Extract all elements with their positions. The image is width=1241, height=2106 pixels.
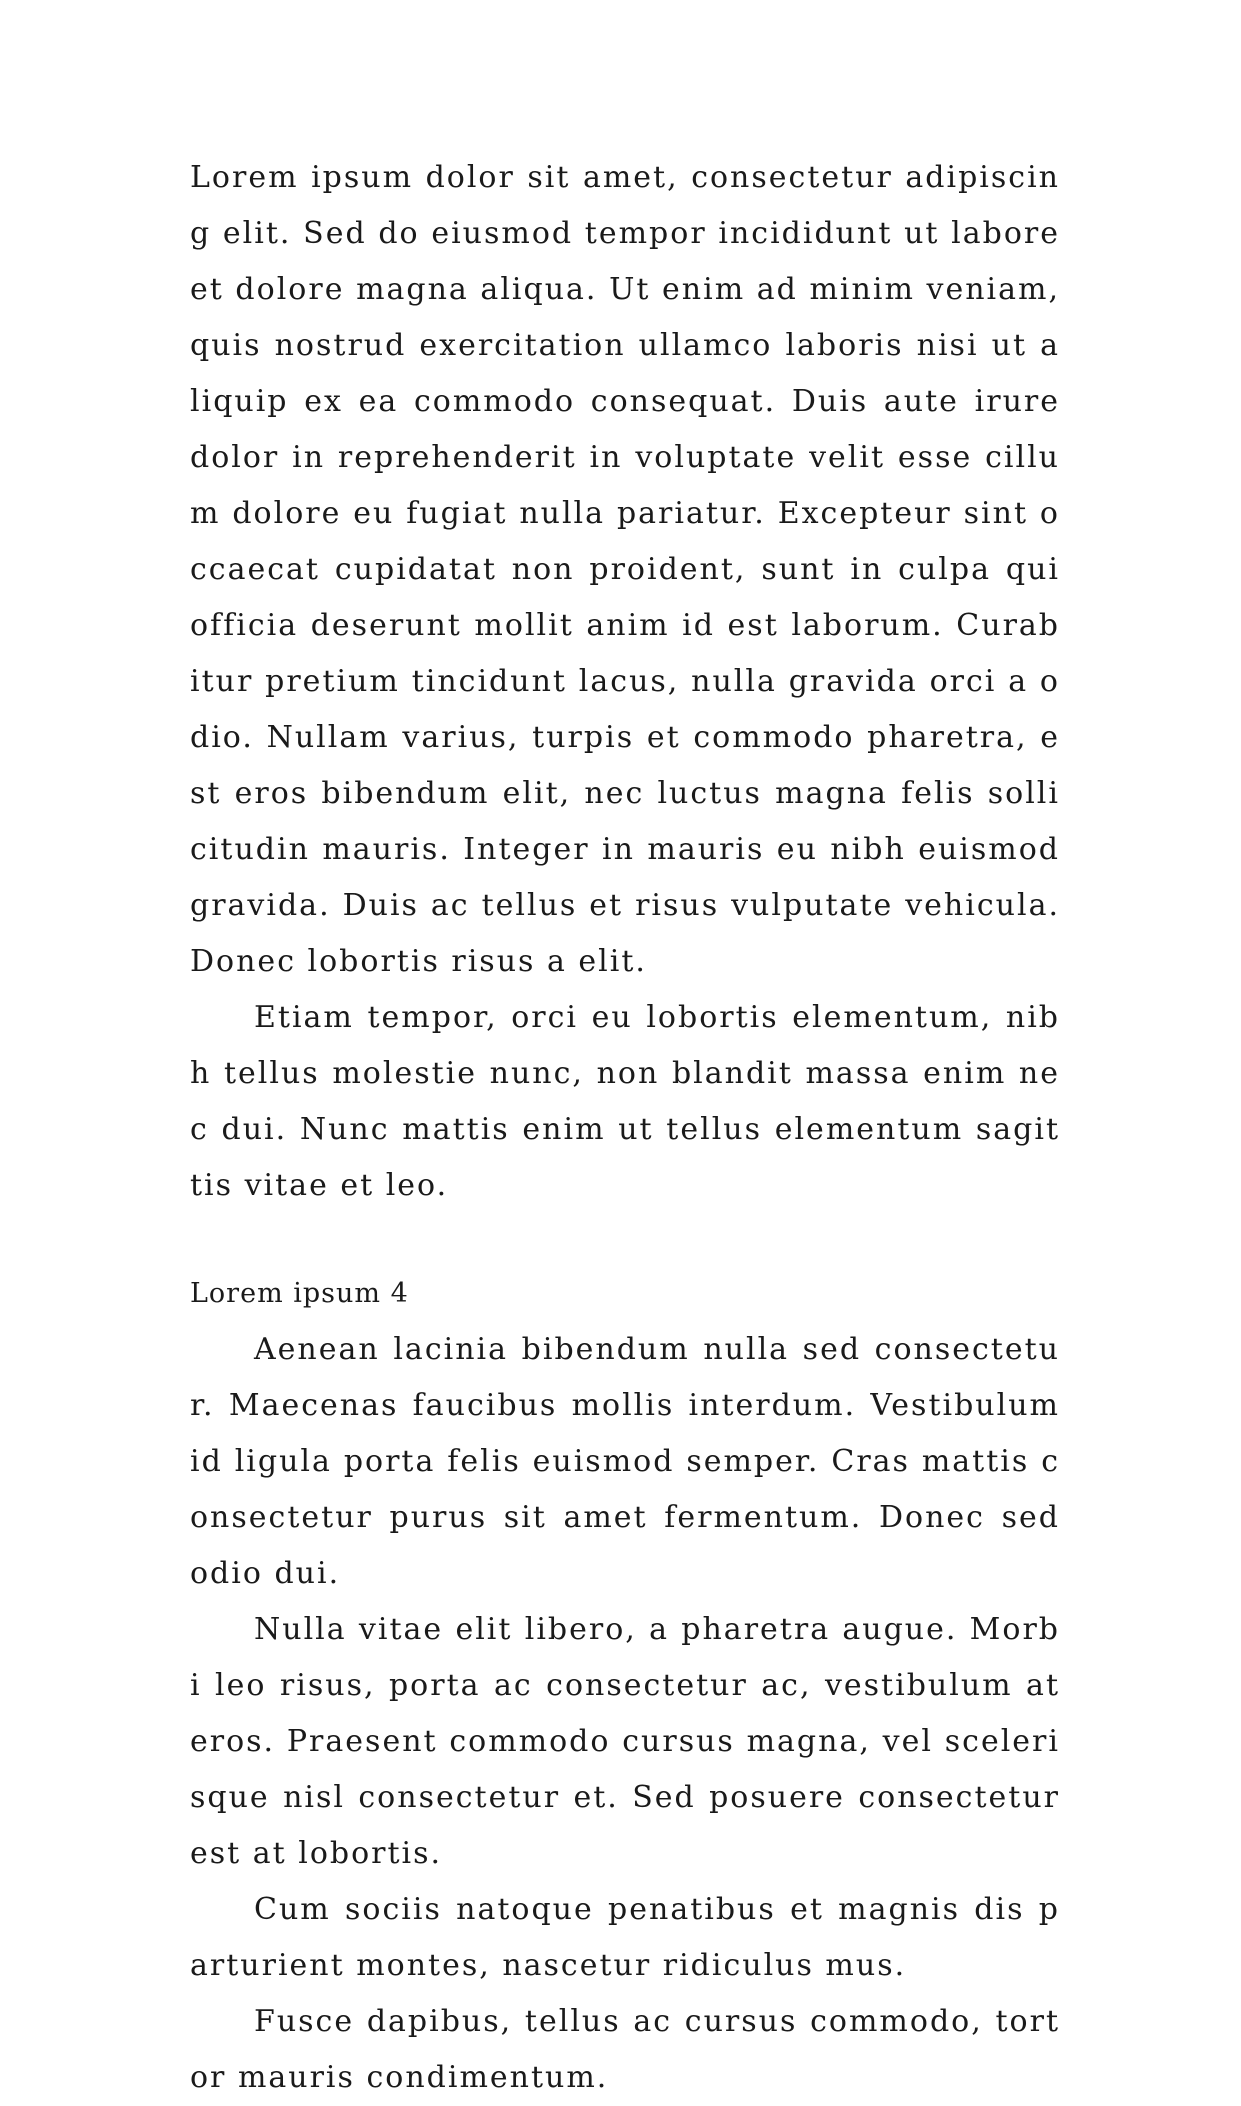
paragraph: Etiam tempor, orci eu lobortis elementum, nibh tellus molestie nunc, non blandit massa enim nec dui. Nunc mattis enim ut tellus elementum sagittis vitae et leo.	[190, 1000, 1060, 1203]
paragraph: Lorem ipsum dolor sit amet, consectetur adipiscing elit. Sed do eiusmod tempor incididunt ut labore et dolore magna aliqua. Ut enim ad minim veniam, quis nostrud exercitation ullamco laboris nisi ut aliquip ex ea commodo consequat. Duis aute irure dolor in reprehenderit in voluptate velit esse cillum dolore eu fugiat nulla pariatur. Excepteur sint occaecat cupidatat non proident, sunt in culpa qui officia deserunt mollit anim id est laborum. Curabitur pretium tincidunt lacus, nulla gravida orci a odio. Nullam varius, turpis et commodo pharetra, est eros bibendum elit, nec luctus magna felis sollicitudin mauris. Integer in mauris eu nibh euismod gravida. Duis ac tellus et risus vulputate vehicula. Donec lobortis risus a elit.	[190, 160, 1060, 979]
paragraph: Aenean lacinia bibendum nulla sed consectetur. Maecenas faucibus mollis interdum. Vestibulum id ligula porta felis euismod semper. Cras mattis consectetur purus sit amet fermentum. Donec sed odio dui.	[190, 1332, 1060, 1591]
document-body	[190, 150, 1060, 2106]
paragraph: Nulla vitae elit libero, a pharetra augue. Morbi leo risus, porta ac consectetur ac, vestibulum at eros. Praesent commodo cursus magna, vel scelerisque nisl consectetur et. Sed posuere consectetur est at lobortis.	[190, 1612, 1060, 1871]
section-heading: Lorem ipsum 4	[190, 1278, 409, 1309]
paragraph: Cum sociis natoque penatibus et magnis dis parturient montes, nascetur ridiculus mus.	[190, 1892, 1060, 1983]
paragraph: Fusce dapibus, tellus ac cursus commodo, tortor mauris condimentum.	[190, 2004, 1060, 2095]
